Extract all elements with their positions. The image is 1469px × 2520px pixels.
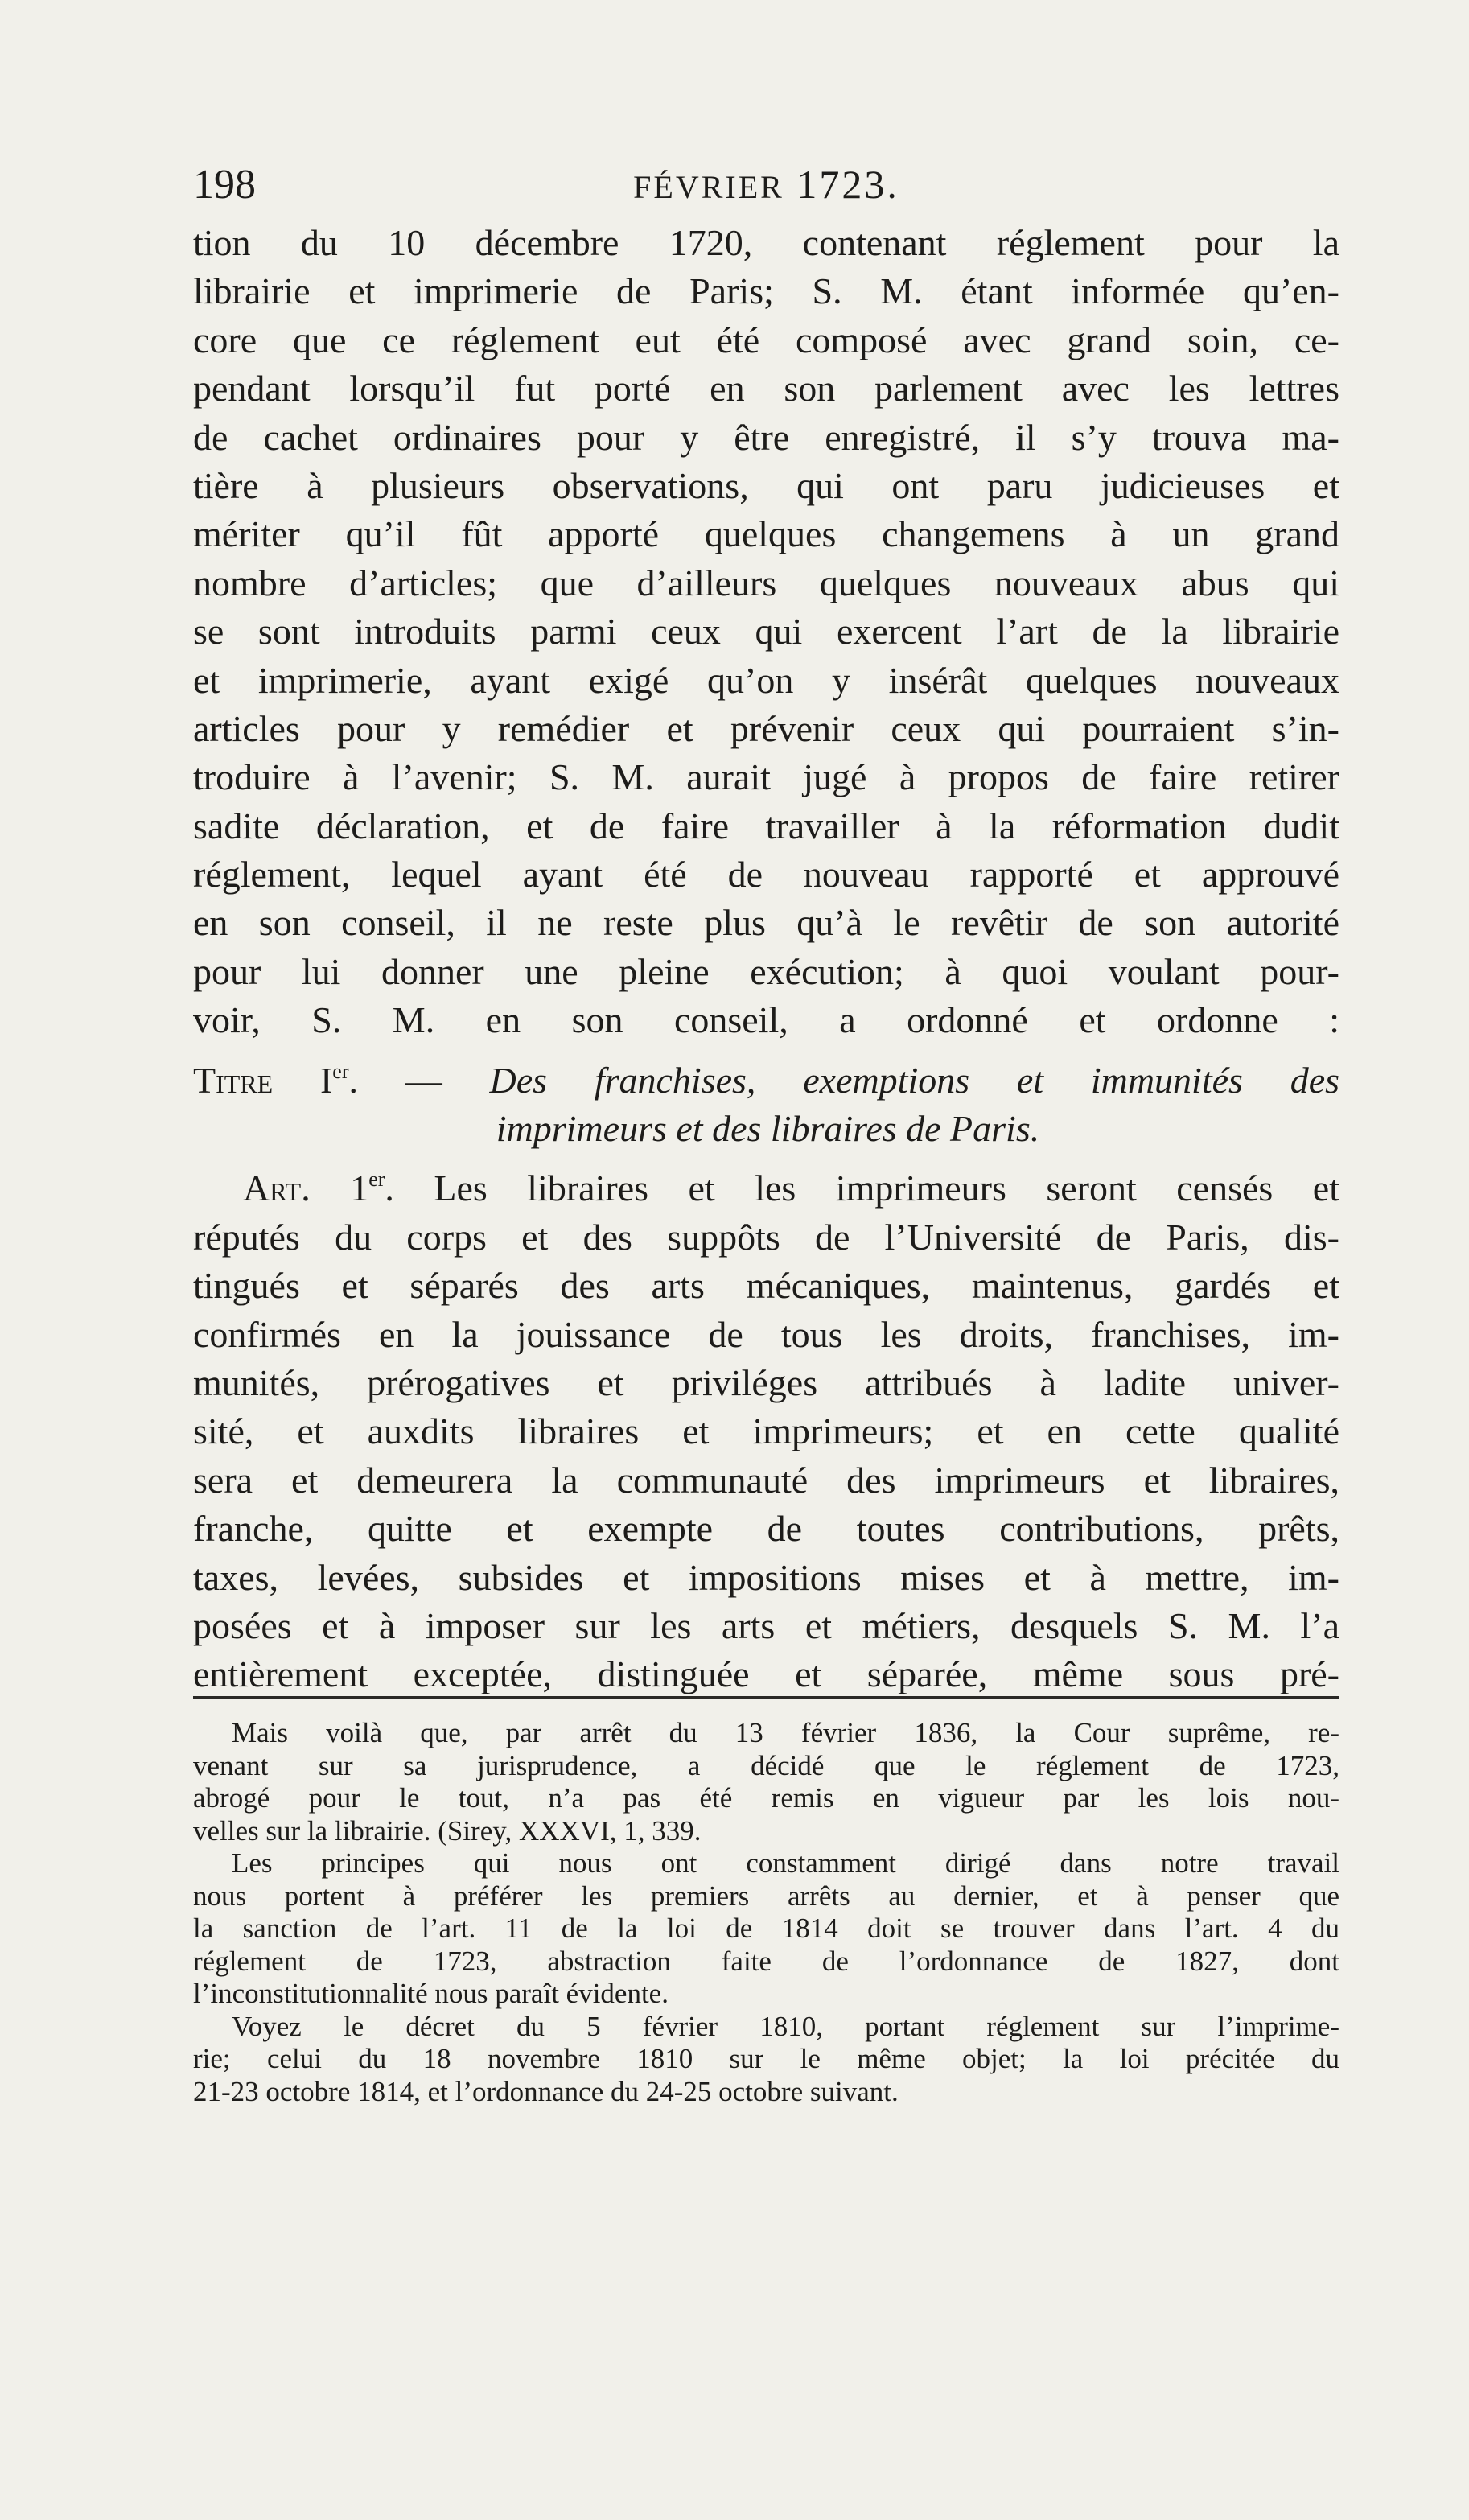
article-line: entièrement exceptée, distinguée et séparée, même sous pré- [193,1653,1339,1695]
title-line-1 [193,1056,1339,1105]
article-line: sera et demeurera la communauté des imprimeurs et libraires, [193,1459,1339,1501]
body-line: nombre d’articles; que d’ailleurs quelques nouveaux abus qui [193,562,1339,603]
body-line: de cachet ordinaires pour y être enregistré, il s’y trouva ma- [193,416,1339,458]
running-head-month: FÉVRIER [633,169,784,205]
body-line: troduire à l’avenir; S. M. aurait jugé à propos de faire retirer [193,756,1339,798]
body-line: articles pour y remédier et prévenir ceux qui pourraient s’in- [193,707,1339,749]
article-line: taxes, levées, subsides et impositions mises et à mettre, im- [193,1556,1339,1598]
title-heading-line-1: Des franchises, exemptions et immunités des [489,1059,1340,1101]
article-line: posées et à imposer sur les arts et métiers, desquels S. M. l’a [193,1604,1339,1646]
body-line: et imprimerie, ayant exigé qu’on y insérât quelques nouveaux [193,659,1339,701]
article-first-line [193,1164,1339,1213]
footnote-line: velles sur la librairie. (Sirey, XXXVI, 1, 339. [193,1814,702,1847]
article-number-sup: er [368,1167,385,1192]
footnote-line: rie; celui du 18 novembre 1810 sur le même objet; la loi précitée du [193,2043,1339,2074]
body-line: mériter qu’il fût apporté quelques changemens à un grand [193,513,1339,555]
footnote-line: 21-23 octobre 1814, et l’ordonnance du 24-25 octobre suivant. [193,2075,899,2107]
footnote-line: Les principes qui nous ont constamment dirigé dans notre travail [232,1847,1339,1879]
body-line: tière à plusieurs observations, qui ont paru judicieuses et [193,464,1339,506]
page-number: 198 [193,162,256,208]
body-line: tion du 10 décembre 1720, contenant réglement pour la [193,222,1339,263]
footnotes [193,1717,1339,2108]
running-head [193,161,1339,208]
body-line: pour lui donner une pleine exécution; à quoi voulant pour- [193,950,1339,992]
footnote-line: nous portent à préférer les premiers arrêts au dernier, et à penser que [193,1880,1339,1912]
running-head-year: 1723. [796,162,899,207]
body-line: voir, S. M. en son conseil, a ordonné et ordonne : [193,999,1339,1041]
body-line: se sont introduits parmi ceux qui exercent l’art de la librairie [193,611,1339,653]
footnote-line: Voyez le décret du 5 février 1810, portant réglement sur l’imprime- [232,2010,1339,2042]
body-line: en son conseil, il ne reste plus qu’à le revêtir de son autorité [193,902,1339,944]
article-line: tingués et séparés des arts mécaniques, maintenus, gardés et [193,1265,1339,1307]
title-heading [193,1056,1339,1154]
title-number: I [319,1059,333,1101]
title-heading-line-2: imprimeurs et des libraires de Paris. [496,1108,1040,1150]
body-line: réglement, lequel ayant été de nouveau rapporté et approuvé [193,854,1339,896]
body-line: pendant lorsqu’il fut porté en son parlement avec les lettres [193,368,1339,410]
footnote-line: Mais voilà que, par arrêt du 13 février 1836, la Cour suprême, re- [232,1717,1339,1748]
title-label: Titre [193,1059,274,1101]
body-line: sadite déclaration, et de faire travailler à la réformation dudit [193,805,1339,846]
main-text [193,219,1339,1699]
article-label: Art. [243,1167,311,1209]
body-line: core que ce réglement eut été composé avec grand soin, ce- [193,319,1339,360]
article-line: confirmés en la jouissance de tous les droits, franchises, im- [193,1313,1339,1355]
title-number-sup: er [332,1059,349,1083]
article-line: munités, prérogatives et priviléges attribués à ladite univer- [193,1361,1339,1403]
body-line: librairie et imprimerie de Paris; S. M. étant informée qu’en- [193,270,1339,312]
article-first-line-text: . Les libraires et les imprimeurs seront censés et [385,1167,1340,1209]
footnote-line: la sanction de l’art. 11 de la loi de 1814 doit se trouver dans l’art. 4 du [193,1913,1339,1944]
article-number: 1 [350,1167,369,1209]
footnote-line: réglement de 1723, abstraction faite de l’ordonnance de 1827, dont [193,1945,1339,1977]
footnote-line: l’inconstitutionnalité nous paraît évidente. [193,1978,669,2009]
article-line: franche, quitte et exempte de toutes contributions, prêts, [193,1508,1339,1550]
footnote-rule [193,1696,1339,1699]
article-line: réputés du corps et des suppôts de l’Université de Paris, dis- [193,1216,1339,1258]
article-line: sité, et auxdits libraires et imprimeurs; et en cette qualité [193,1410,1339,1452]
footnote-line: venant sur sa jurisprudence, a décidé que le réglement de 1723, [193,1749,1339,1781]
footnote-line: abrogé pour le tout, n’a pas été remis en vigueur par les lois nou- [193,1782,1339,1814]
title-dash: . — [348,1059,442,1101]
page-header [193,161,1339,209]
